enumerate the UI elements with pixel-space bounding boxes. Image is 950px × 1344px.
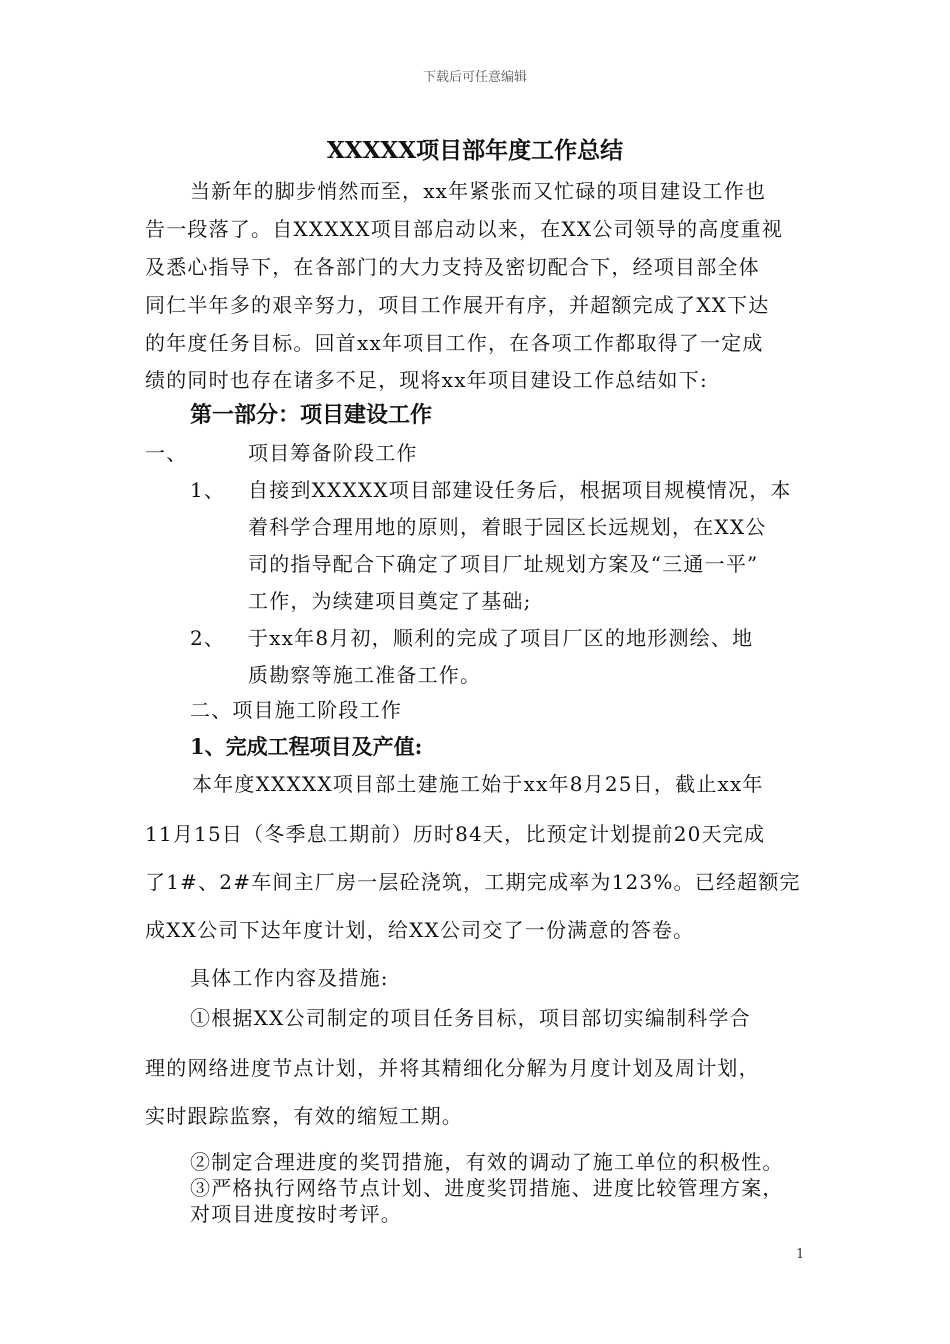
- measure1-line: 实时跟踪监察，有效的缩短工期。: [145, 1104, 463, 1128]
- intro-line: 的年度任务目标。回首xx年项目工作，在各项工作都取得了一定成: [145, 331, 764, 355]
- intro-line: 绩的同时也存在诸多不足，现将xx年项目建设工作总结如下:: [145, 368, 708, 392]
- item1-line: 自接到XXXXX项目部建设任务后，根据项目规模情况，本: [248, 478, 792, 502]
- measures-intro: 具体工作内容及措施:: [190, 966, 389, 990]
- sub1-paragraph-line: 了1#、2#车间主厂房一层砼浇筑，工期完成率为123%。已经超额完: [145, 870, 801, 894]
- subsection1-title: 1、完成工程项目及产值:: [190, 734, 423, 759]
- intro-line: 同仁半年多的艰辛努力，项目工作展开有序，并超额完成了XX下达: [145, 293, 770, 317]
- page-header: 下载后可任意编辑: [422, 70, 527, 85]
- sub1-paragraph-line: 成XX公司下达年度计划，给XX公司交了一份满意的答卷。: [145, 918, 695, 942]
- section1-marker: 一、: [145, 441, 188, 465]
- item1-number: 1、: [190, 478, 226, 502]
- document-title: XXXXX项目部年度工作总结: [326, 137, 624, 164]
- section2-title: 二、项目施工阶段工作: [190, 698, 402, 722]
- item2-line: 质勘察等施工准备工作。: [248, 663, 482, 687]
- measure3-line: ③严格执行网络节点计划、进度奖罚措施、进度比较管理方案，: [190, 1176, 784, 1200]
- measure1-line: 理的网络进度节点计划，并将其精细化分解为月度计划及周计划，: [145, 1056, 760, 1080]
- intro-line: 当新年的脚步悄然而至，xx年紧张而又忙碌的项目建设工作也: [190, 179, 767, 203]
- intro-line: 告一段落了。自XXXXX项目部启动以来，在XX公司领导的高度重视: [145, 217, 784, 241]
- measure3-line: 对项目进度按时考评。: [190, 1202, 402, 1226]
- item2-line: 于xx年8月初，顺利的完成了项目厂区的地形测绘、地: [248, 626, 754, 650]
- part1-heading: 第一部分：项目建设工作: [190, 402, 433, 428]
- section1-title: 项目筹备阶段工作: [248, 441, 418, 465]
- intro-line: 及悉心指导下，在各部门的大力支持及密切配合下，经项目部全体: [145, 255, 760, 279]
- item1-line: 工作，为续建项目奠定了基础;: [248, 589, 532, 613]
- item1-line: 着科学合理用地的原则，着眼于园区长远规划，在XX公: [248, 515, 767, 539]
- item2-number: 2、: [190, 626, 226, 650]
- measure1-line: ①根据XX公司制定的项目任务目标，项目部切实编制科学合: [190, 1006, 751, 1030]
- item1-line: 司的指导配合下确定了项目厂址规划方案及“三通一平”: [248, 552, 759, 576]
- measure2-line: ②制定合理进度的奖罚措施，有效的调动了施工单位的积极性。: [190, 1150, 784, 1174]
- sub1-paragraph-line: 11月15日（冬季息工期前）历时84天，比预定计划提前20天完成: [145, 822, 766, 846]
- sub1-paragraph-line: 本年度XXXXX项目部土建施工始于xx年8月25日，截止xx年: [192, 772, 764, 796]
- page-number: 1: [796, 1247, 805, 1262]
